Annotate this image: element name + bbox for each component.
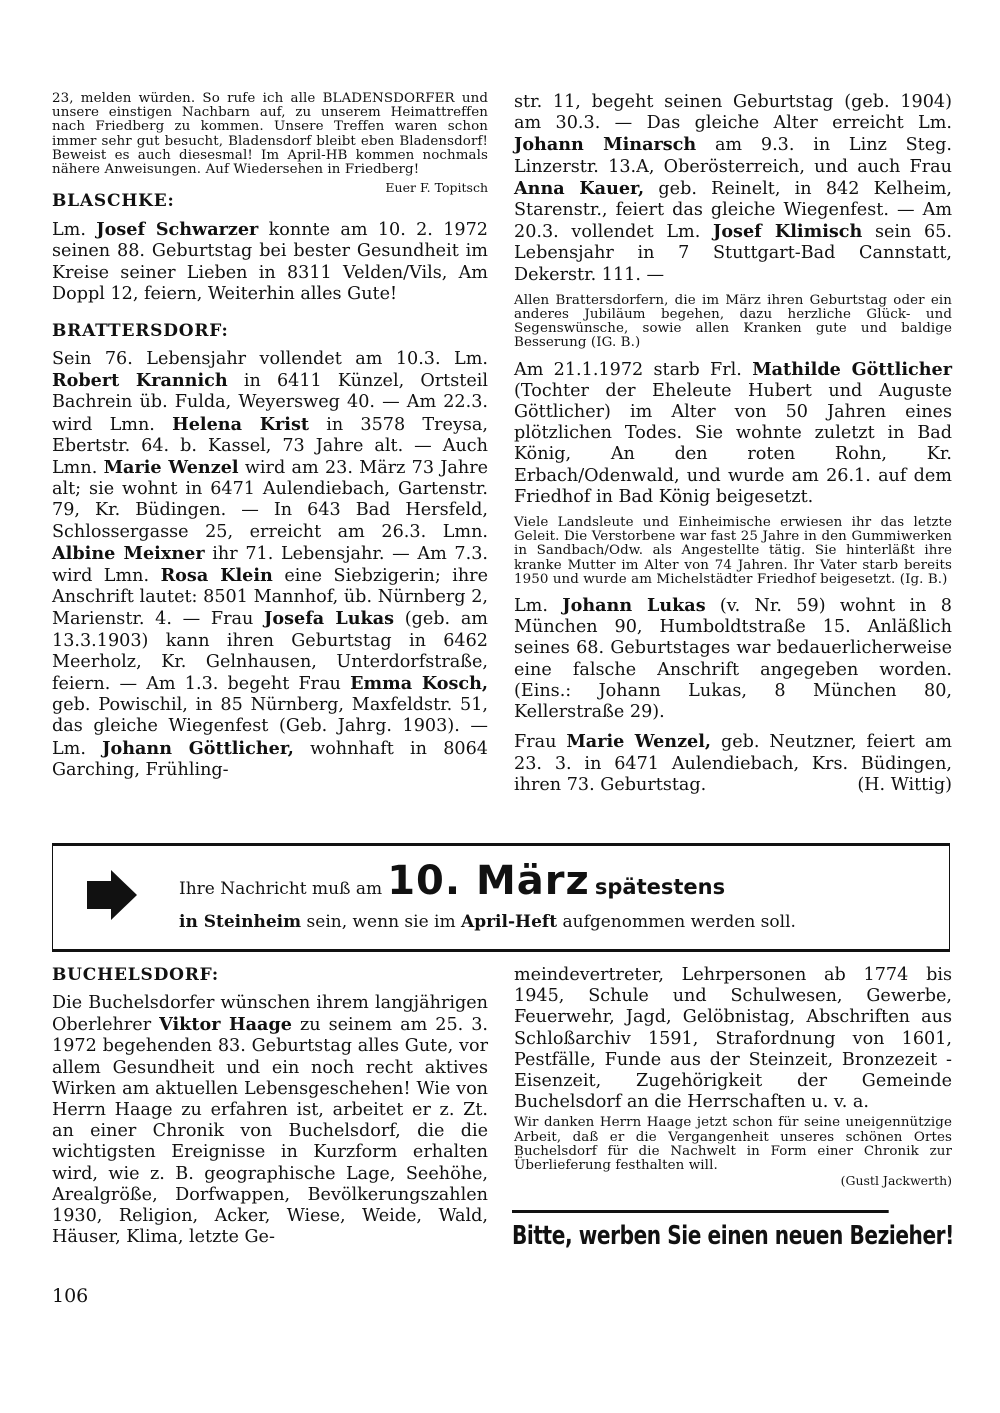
wenzel-paragraph: Frau Marie Wenzel, geb. Neutzner, feiert am 23. 3. in 6471 Aulendiebach, Krs. Büdingen, ihren 73. Geburtstag. (H. Wittig): [514, 731, 952, 795]
chronicle-paragraph: meindevertreter, Lehrpersonen ab 1774 bis 1945, Schule und Schulwesen, Gewerbe, Feuerwehr, Jagd, Gelöbnistag, Abschriften aus Schloßarchiv 1591, Strafordnung von 1601, Pestfälle, Funde aus der Steinzeit, Bronzezeit - Eisenzeit, Zugehörigkeit der Gemeinde Buchelsdorf an die Herrschaften u. v. a.: [514, 965, 952, 1113]
intro-signature: Euer F. Topitsch: [385, 180, 488, 196]
left-column-bottom: [52, 965, 488, 1248]
buchelsdorf-heading: BUCHELSDORF:: [52, 965, 219, 985]
thanks-paragraph: Wir danken Herrn Haage jetzt schon für seine uneigennützige Arbeit, daß er die Vergangenheit unseres schönen Ortes Buchelsdorf für die Nachwelt in Form einer Chronik zur Überlieferung festhalten will.: [514, 1115, 952, 1174]
buchelsdorf-paragraph: Die Buchelsdorfer wünschen ihrem langjährigen Oberlehrer Viktor Haage zu seinem am 25. 3. 1972 begehenden 83. Geburtstag alles Gute, vor allem Gesundheit und ein noch recht aktives Wirken am aktuellen Lebensgeschehen! Wie von Herrn Haage zu erfahren ist, arbeitet er z. Zt. an einer Chronik von Buchelsdorf, die die wichtigsten Ereignisse in Kurzform erhalten wird, wie z. B. geographische Lage, Seehöhe, Arealgröße, Dorfwappen, Bevölkerungszahlen 1930, Religion, Acker, Wiese, Weide, Wald, Häuser, Klima, letzte Ge-: [52, 993, 489, 1248]
subscriber-advert: Bitte, werben Sie einen neuen Bezieher!: [512, 1210, 889, 1251]
notice-line-1: Ihre Nachricht muß am 10. März spätestens: [179, 858, 726, 904]
blaschke-paragraph: Lm. Josef Schwarzer konnte am 10. 2. 1972 seinen 88. Geburtstag bei bester Gesundheit im Kreise seiner Lieben in 8311 Velden/Vils, Am Doppl 12, feiern, Weiterhin alles Gute!: [52, 219, 488, 304]
brattersdorf-greeting: Allen Brattersdorfern, die im März ihren Geburtstag oder ein anderes Jubiläum begehen, dazu herzliche Glück- und Segenswünsche, sowie allen Kranken gute und baldige Besserung (IG. B.): [514, 292, 952, 351]
arrow-right-icon: [81, 868, 141, 922]
brattersdorf-heading: BRATTERSDORF:: [52, 321, 229, 342]
right-column-bottom: [514, 965, 952, 1188]
left-column-top: [52, 92, 488, 781]
brattersdorf-paragraph: Sein 76. Lebensjahr vollendet am 10.3. Lm. Robert Krannich in 6411 Künzel, Ortsteil Bachrein üb. Fulda, Weyersweg 40. — Am 22.3. wird Lmn. Helena Krist in 3578 Treysa, Ebertstr. 64. b. Kassel, 73 Jahre alt. — Auch Lmn. Marie Wenzel wird am 23. März 73 Jahre alt; sie wohnt in 6471 Aulendiebach, Gartenstr. 79, Kr. Büdingen. — In 643 Bad Hersfeld, Schlossergasse 25, erreicht am 26.3. Lmn. Albine Meixner ihr 71. Lebensjahr. — Am 7.3. wird Lmn. Rosa Klein eine Siebzigerin; ihre Anschrift lautet: 8501 Mannhof, üb. Nürnberg 2, Marienstr. 4. — Frau Josefa Lukas (geb. am 13.3.1903) kann ihren Geburtstag in 6462 Meerholz, Kr. Gelnhausen, Unterdorfstraße, feiern. — Am 1.3. begeht Frau Emma Kosch, geb. Powischil, in 85 Nürnberg, Maxfeldstr. 51, das gleiche Wiegenfest (Geb. Jahrg. 1903). — Lm. Johann Göttlicher, wohnhaft in 8064 Garching, Frühling-: [52, 349, 489, 780]
bladensdorf-intro: 23, melden würden. So rufe ich alle BLADENSDORFER und unsere einstigen Nachbarn auf, zu unserem Heimattreffen nach Friedberg zu kommen. Unsere Treffen waren schon immer sehr gut besucht, Bladensdorf bleibt eben Bladensdorf! Beweist es auch diesesmal! Im April-HB kommen nochmals nähere Anweisungen. Auf Wiedersehen in Friedberg!: [52, 91, 488, 178]
right-column-top: [514, 92, 952, 796]
blaschke-heading: BLASCHKE:: [52, 191, 175, 212]
deadline-notice-box: [52, 843, 950, 952]
thanks-signature: (Gustl Jackwerth): [840, 1173, 952, 1189]
lukas-paragraph: Lm. Johann Lukas (v. Nr. 59) wohnt in 8 München 90, Humboldtstraße 15. Anläßlich seines 68. Geburtstages war bedauerlicherweise eine falsche Anschrift angegeben worden. (Eins.: Johann Lukas, 8 München 80, Kellerstraße 29).: [514, 595, 952, 723]
page-number: 106: [52, 1285, 89, 1307]
notice-line-2: in Steinheim sein, wenn sie im April-Heft aufgenommen werden soll.: [179, 912, 796, 932]
obituary-details: Viele Landsleute und Einheimische erwiesen ihr das letzte Geleit. Die Verstorbene war fast 25 Jahre in den Gummiwerken in Sandbach/Odw. als Angestellte tätig. Sie hinterläßt ihre kranke Mutter im Alter von 74 Jahren. Ihr Vater starb bereits 1950 und wurde am Michelstädter Friedhof beigesetzt. (Ig. B.): [514, 515, 952, 587]
birthday-paragraph: str. 11, begeht seinen Geburtstag (geb. 1904) am 30.3. — Das gleiche Alter erreicht Lm. Johann Minarsch am 9.3. in Linz Steg. Linzerstr. 13.A, Oberösterreich, und auch Frau Anna Kauer, geb. Reinelt, in 842 Kelheim, Starenstr., feiert das gleiche Wiegenfest. — Am 20.3. vollendet Lm. Josef Klimisch sein 65. Lebensjahr in 7 Stuttgart-Bad Cannstatt, Dekerstr. 111. —: [514, 92, 953, 285]
obituary-paragraph: Am 21.1.1972 starb Frl. Mathilde Göttlicher (Tochter der Eheleute Hubert und Auguste Göttlicher) im Alter von 50 Jahren eines plötzlichen Todes. Sie wohnte zuletzt in Bad König, An den roten Rohn, Kr. Erbach/Odenwald, und wurde am 26.1. auf dem Friedhof in Bad König beigesetzt.: [514, 358, 953, 507]
